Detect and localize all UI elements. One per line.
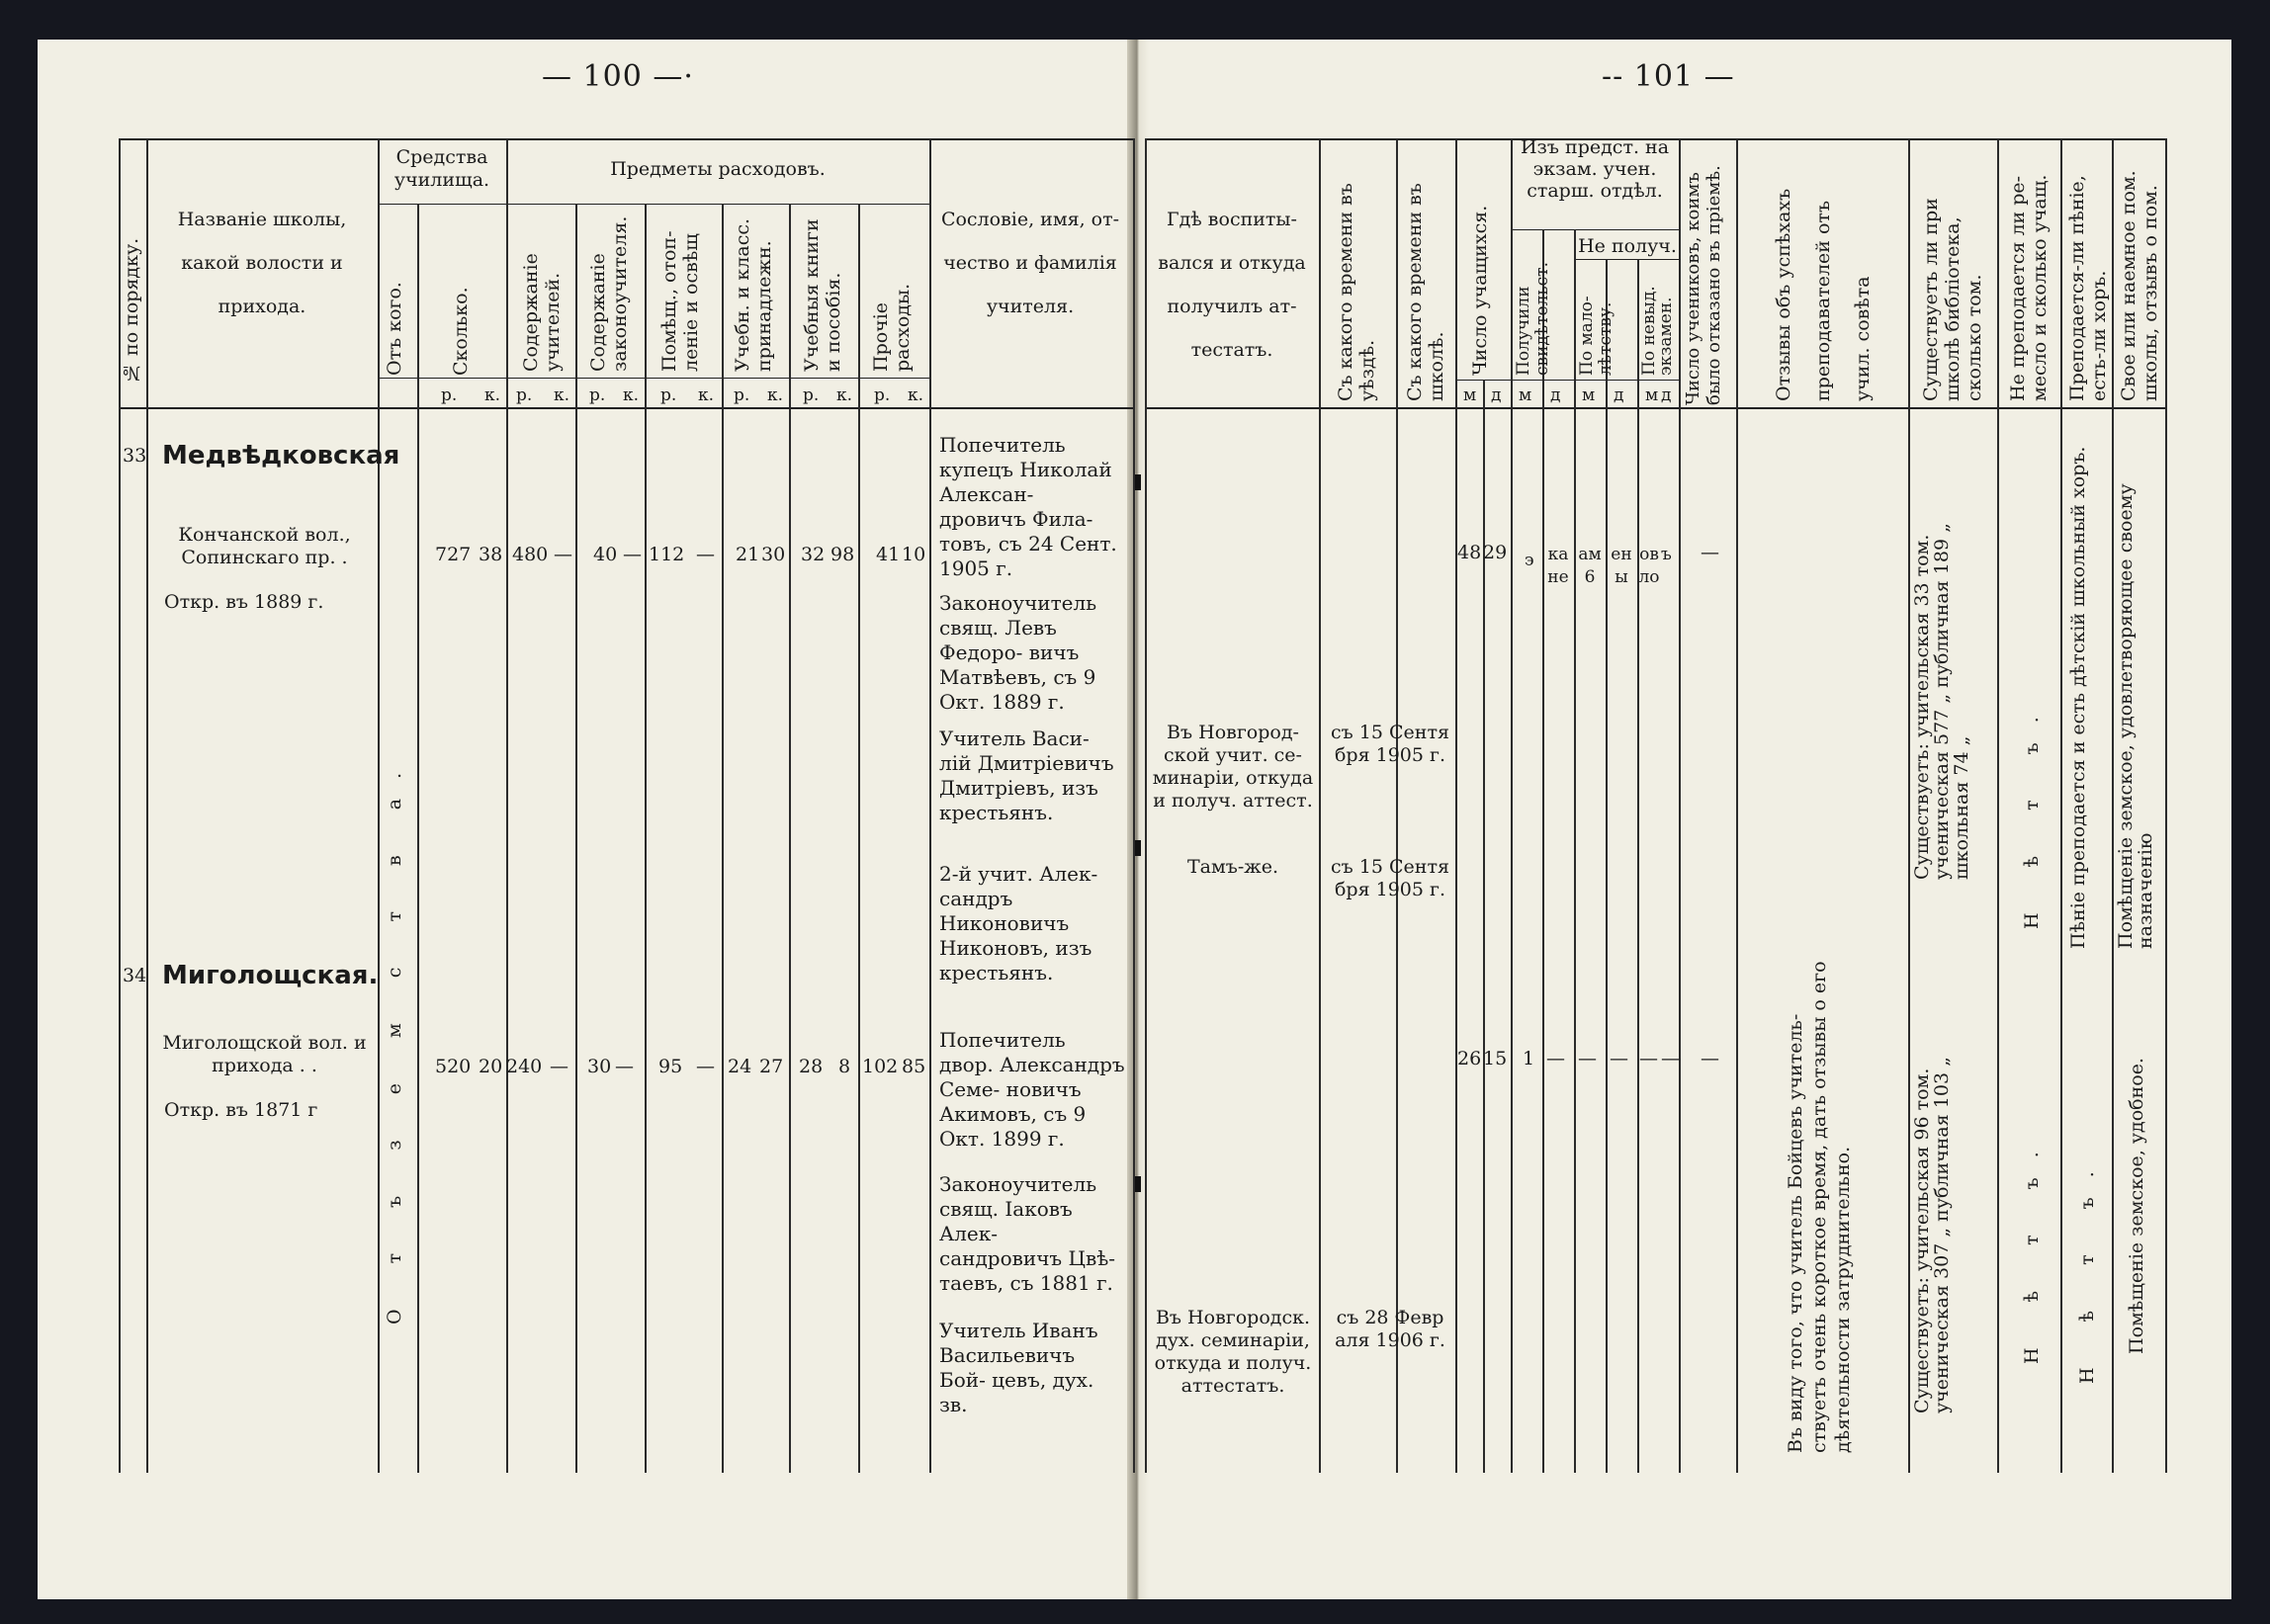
education-entry: Въ Новгород- ской учит. се- минаріи, откуда и получ. аттест. bbox=[1152, 722, 1314, 812]
funding-source: О т ъ з е м с т в а. bbox=[384, 752, 405, 1325]
m-label: м bbox=[1463, 385, 1477, 405]
header-teacher-info: Сословіе, имя, от- чество и фамилія учителя. bbox=[940, 209, 1120, 317]
col-rule bbox=[2165, 138, 2167, 1473]
binding-mark bbox=[1135, 474, 1141, 490]
exam-cell: — bbox=[1639, 1048, 1658, 1069]
header-too-young: По мало- лѣтству. bbox=[1577, 296, 1615, 376]
rub-label: р. bbox=[441, 385, 458, 405]
col-rule bbox=[146, 138, 148, 1473]
school-volost: Миголощской вол. и прихода . . bbox=[162, 1032, 367, 1076]
exam-cell: 1 bbox=[1523, 1048, 1535, 1069]
header-from-whom: Отъ кого. bbox=[384, 282, 405, 376]
header-refused: Число учениковъ, коимъ было отказано въ пріемѣ. bbox=[1683, 165, 1724, 405]
teacher-review: Въ виду того, что учитель Бойцевъ учитель- ствуетъ очень короткое время, дать отзывы о его дѣятельности затруднительно. bbox=[1785, 961, 1854, 1453]
col-rule bbox=[1145, 138, 1147, 1473]
amount-cell: 20 bbox=[479, 1056, 503, 1077]
exam-cell: — bbox=[1578, 1048, 1597, 1069]
md-rule-right bbox=[1455, 380, 1679, 381]
pupils-boys: 48 bbox=[1457, 542, 1482, 563]
rub-label: р. bbox=[589, 385, 606, 405]
teacher-entry: Попечитель двор. Александръ Семе- новичъ Акимовъ, съ 9 Окт. 1899 г. bbox=[939, 1028, 1125, 1151]
col-rule bbox=[1997, 138, 1999, 1473]
header-school-name: Названіе школы, какой волости и прихода. bbox=[177, 209, 347, 317]
amount-cell: 727 bbox=[435, 544, 472, 565]
amount-cell: 98 bbox=[830, 544, 855, 565]
header-premises-right: Свое или наемное пом. школы, отзывъ о пом. bbox=[2118, 170, 2161, 401]
col-rule bbox=[1133, 138, 1135, 1473]
rub-label: р. bbox=[660, 385, 677, 405]
col-rule bbox=[789, 204, 791, 1473]
amount-cell: 480 bbox=[512, 544, 549, 565]
header-education: Гдѣ воспиты- вался и откуда получилъ ат- тестатъ. bbox=[1158, 209, 1306, 361]
exam-cell: — bbox=[1546, 1048, 1565, 1069]
col-rule bbox=[575, 204, 577, 1473]
pupils-boys: 26 bbox=[1457, 1048, 1482, 1069]
rub-label: р. bbox=[516, 385, 533, 405]
amount-cell: 24 bbox=[728, 1056, 752, 1077]
rk-rule-left bbox=[378, 378, 929, 379]
col-rule bbox=[1396, 138, 1398, 1473]
col-rule bbox=[1319, 138, 1321, 1473]
amount-cell: 30 bbox=[587, 1056, 612, 1077]
exam-cell: ов ло bbox=[1638, 545, 1660, 587]
col-rule bbox=[1637, 259, 1639, 1473]
col-rule bbox=[1511, 138, 1513, 1473]
col-rule bbox=[378, 138, 380, 1473]
page-number-left: — 100 —· bbox=[542, 59, 694, 94]
col-rule bbox=[858, 204, 860, 1473]
exam-cell: ам 6 bbox=[1578, 545, 1602, 587]
teacher-entry: Учитель Васи- лій Дмитріевичъ Дмитріевъ, изъ крестьянъ. bbox=[939, 727, 1114, 824]
singing-info: Н ѣ т ъ. bbox=[2076, 1152, 2098, 1384]
d-label: д bbox=[1550, 385, 1561, 405]
header-supplies: Учебн. и класс. принадлежн. bbox=[732, 217, 775, 372]
amount-cell: 85 bbox=[902, 1056, 926, 1077]
since-date: съ 15 Сентя бря 1905 г. bbox=[1331, 722, 1449, 766]
table-header-rule-left bbox=[119, 407, 1135, 409]
col-rule bbox=[722, 204, 724, 1473]
d-label: д bbox=[1491, 385, 1502, 405]
teacher-entry: Учитель Иванъ Васильевичъ Бой- цевъ, дух. зв. bbox=[939, 1319, 1098, 1416]
exam-cell: ен ы bbox=[1611, 545, 1632, 587]
amount-cell: — bbox=[623, 544, 642, 565]
rub-label: р. bbox=[734, 385, 750, 405]
amount-cell: 112 bbox=[649, 544, 685, 565]
header-means: Средства училища. bbox=[393, 146, 490, 191]
col-rule bbox=[1606, 259, 1608, 1473]
amount-cell: — bbox=[615, 1056, 634, 1077]
amount-cell: — bbox=[550, 1056, 568, 1077]
header-since-school: Съ какого времени въ школѣ. bbox=[1404, 183, 1447, 401]
binding-mark bbox=[1135, 1176, 1141, 1192]
school-volost: Кончанской вол., Сопинскаго пр. . bbox=[178, 524, 351, 568]
school-number: 33 bbox=[123, 445, 147, 467]
kop-label: к. bbox=[836, 385, 853, 405]
amount-cell: 10 bbox=[902, 544, 926, 565]
since-date: съ 28 Февр аля 1906 г. bbox=[1335, 1307, 1445, 1351]
teacher-entry: Законоучитель свящ. Левъ Федоро- вичъ Матвѣевъ, съ 9 Окт. 1889 г. bbox=[939, 591, 1097, 714]
amount-cell: 28 bbox=[799, 1056, 824, 1077]
amount-cell: 27 bbox=[759, 1056, 784, 1077]
header-pupils: Число учащихся. bbox=[1469, 205, 1491, 376]
amount-cell: 41 bbox=[876, 544, 901, 565]
amount-cell: 95 bbox=[658, 1056, 683, 1077]
rub-label: р. bbox=[803, 385, 820, 405]
kop-label: к. bbox=[554, 385, 570, 405]
header-how-much: Сколько. bbox=[450, 287, 472, 376]
not-received-subrule bbox=[1574, 259, 1679, 260]
col-rule bbox=[645, 204, 647, 1473]
education-entry: Въ Новгородск. дух. семинаріи, откуда и получ. аттестатъ. bbox=[1154, 1307, 1312, 1397]
col-rule bbox=[929, 138, 931, 1473]
premises-info: Помѣщеніе земское, удовлетворяющее своему назначенію bbox=[2115, 483, 2156, 949]
header-reviews: Отзывы объ успѣхахъ преподавателей отъ учил. совѣта bbox=[1773, 188, 1874, 401]
amount-cell: 21 bbox=[736, 544, 760, 565]
header-singing: Преподается-ли пѣніе, есть-ли хоръ. bbox=[2066, 175, 2110, 401]
header-teachers-upkeep: Содержаніе учителей. bbox=[520, 253, 564, 372]
amount-cell: — bbox=[696, 1056, 715, 1077]
col-rule bbox=[1736, 138, 1738, 1473]
col-rule bbox=[1455, 138, 1457, 1473]
amount-cell: 102 bbox=[862, 1056, 899, 1077]
col-rule bbox=[1574, 229, 1576, 1473]
header-since-uezd: Съ какого времени въ уѣздѣ. bbox=[1335, 183, 1378, 401]
header-other: Прочіе расходы. bbox=[870, 283, 914, 372]
teacher-entry: 2-й учит. Алек- сандръ Никоновичъ Никоновъ, изъ крестьянъ. bbox=[939, 862, 1098, 984]
school-opened: Откр. въ 1889 г. bbox=[164, 591, 324, 613]
d-label: д bbox=[1614, 385, 1624, 405]
rub-label: р. bbox=[874, 385, 891, 405]
amount-cell: 8 bbox=[838, 1056, 851, 1077]
header-expenses: Предметы расходовъ. bbox=[610, 158, 826, 180]
kop-label: к. bbox=[623, 385, 640, 405]
refused-value: — bbox=[1701, 542, 1719, 563]
since-date: съ 15 Сентя бря 1905 г. bbox=[1331, 856, 1449, 900]
col-rule bbox=[1542, 229, 1544, 1473]
m-label: м bbox=[1645, 385, 1659, 405]
amount-cell: 32 bbox=[801, 544, 826, 565]
pupils-girls: 15 bbox=[1483, 1048, 1508, 1069]
col-rule bbox=[506, 138, 508, 1473]
header-received: Получили свидѣтельст. bbox=[1514, 262, 1552, 376]
crafts-info: Н ѣ т ъ. bbox=[2021, 1132, 2043, 1364]
kop-label: к. bbox=[484, 385, 501, 405]
school-name: Медвѣдковская bbox=[162, 441, 400, 470]
header-subrule-left bbox=[378, 204, 929, 205]
library-info: Существуетъ: учительская 96 том. ученическая 307 „ публичная 103 „ bbox=[1911, 1057, 1953, 1413]
school-name: Миголощская. bbox=[162, 961, 379, 990]
premises-info: Помѣщеніе земское, удобное. bbox=[2126, 1058, 2147, 1354]
amount-cell: 40 bbox=[593, 544, 618, 565]
amount-cell: — bbox=[554, 544, 572, 565]
m-label: м bbox=[1519, 385, 1532, 405]
school-number: 34 bbox=[123, 965, 147, 986]
singing-info: Пѣніе преподается и есть дѣтскій школьный хоръ. bbox=[2067, 446, 2089, 949]
header-exam: Изъ предст. на экзам. учен. старш. отдѣл. bbox=[1520, 136, 1670, 202]
kop-label: к. bbox=[908, 385, 924, 405]
col-rule bbox=[417, 204, 419, 1473]
amount-cell: — bbox=[696, 544, 715, 565]
school-opened: Откр. въ 1871 г bbox=[164, 1099, 318, 1121]
header-crafts: Не преподается ли ре- месло и сколько учащ. bbox=[2007, 174, 2051, 401]
header-law-teacher-upkeep: Содержаніе законоучителя. bbox=[587, 215, 631, 372]
header-not-sat: По невыд. экзамен. bbox=[1639, 286, 1676, 376]
exam-cell: — bbox=[1610, 1048, 1628, 1069]
col-rule bbox=[2060, 138, 2062, 1473]
header-order: № по порядку. bbox=[121, 237, 142, 384]
exam-cell: э bbox=[1525, 551, 1534, 570]
table-header-rule-right bbox=[1145, 407, 2165, 409]
kop-label: к. bbox=[767, 385, 784, 405]
d-label: д bbox=[1661, 385, 1672, 405]
header-library: Существуетъ ли при школѣ библіотека, сколько том. bbox=[1920, 198, 1985, 401]
m-label: м bbox=[1582, 385, 1596, 405]
library-info: Существуетъ: учительская 33 том. ученическая 577 „ публичная 189 „ школьная 74 „ bbox=[1911, 523, 1972, 880]
col-rule bbox=[1908, 138, 1910, 1473]
amount-cell: 38 bbox=[479, 544, 503, 565]
table-top-rule-left bbox=[119, 138, 1135, 140]
pupils-girls: 29 bbox=[1483, 542, 1508, 563]
page-number-right: -- 101 — bbox=[1602, 59, 1735, 94]
crafts-info: Н ѣ т ъ. bbox=[2021, 697, 2043, 929]
teacher-entry: Попечитель купецъ Николай Алексан- дровичъ Фила- товъ, съ 24 Сент. 1905 г. bbox=[939, 433, 1117, 580]
amount-cell: 520 bbox=[435, 1056, 472, 1077]
kop-label: к. bbox=[698, 385, 715, 405]
col-rule bbox=[1679, 138, 1681, 1473]
col-rule bbox=[2112, 138, 2114, 1473]
binding-mark bbox=[1135, 840, 1141, 856]
header-not-received: Не получ. bbox=[1578, 235, 1677, 257]
amount-cell: 240 bbox=[506, 1056, 543, 1077]
header-books: Учебныя книги и пособія. bbox=[801, 218, 844, 372]
exam-subrule bbox=[1511, 229, 1679, 230]
exam-cell: — bbox=[1661, 1048, 1680, 1069]
teacher-entry: Законоучитель свящ. Іаковъ Алек- сандровичъ Цвѣ- таевъ, съ 1881 г. bbox=[939, 1172, 1116, 1295]
exam-cell: ъ bbox=[1661, 545, 1672, 564]
refused-value: — bbox=[1701, 1048, 1719, 1069]
exam-cell: ка не bbox=[1547, 545, 1569, 587]
amount-cell: 30 bbox=[761, 544, 786, 565]
header-premises: Помѣщ., отоп- леніе и освѣщ bbox=[658, 230, 702, 372]
education-entry: Тамъ-же. bbox=[1186, 856, 1279, 878]
